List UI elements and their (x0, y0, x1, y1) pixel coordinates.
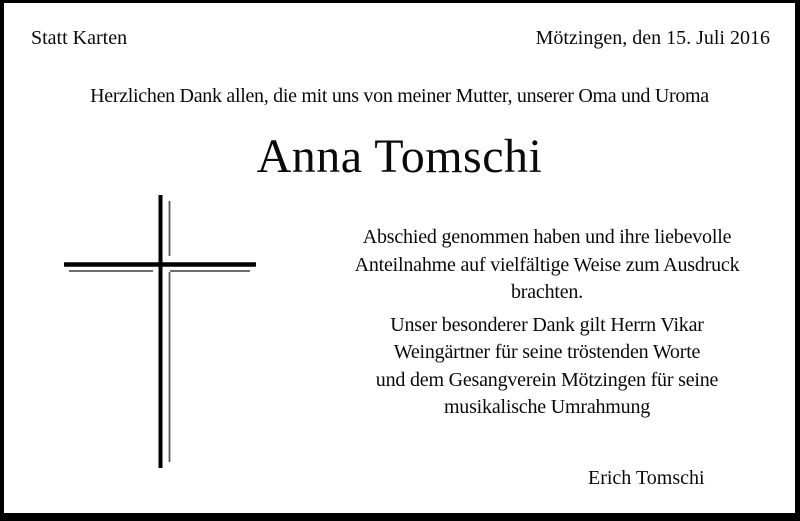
deceased-name: Anna Tomschi (256, 130, 543, 183)
signature-name: Erich Tomschi (588, 467, 705, 489)
acknowledgement-line: Anteilnahme auf vielfältige Weise zum Ausdruck (354, 253, 740, 276)
intro-line: Herzlichen Dank allen, die mit uns von meiner Mutter, unserer Oma und Uroma (90, 85, 709, 107)
acknowledgement-line: brachten. (510, 281, 584, 303)
special-thanks-line: und dem Gesangverein Mötzingen für seine (375, 368, 719, 391)
special-thanks-line: Unser besonderer Dank gilt Herrn Vikar (390, 313, 704, 336)
place-date-line: Mötzingen, den 15. Juli 2016 (535, 27, 770, 49)
statt-karten-label: Statt Karten (31, 27, 128, 49)
memorial-cross-icon (55, 190, 265, 475)
special-thanks-line: Weingärtner für seine tröstenden Worte (393, 341, 701, 363)
special-thanks-line: musikalische Umrahmung (443, 396, 651, 418)
acknowledgement-paragraph (300, 224, 794, 307)
acknowledgement-block (300, 224, 794, 422)
special-thanks-paragraph (300, 312, 794, 422)
acknowledgement-line: Abschied genommen haben und ihre liebevolle (362, 226, 732, 248)
